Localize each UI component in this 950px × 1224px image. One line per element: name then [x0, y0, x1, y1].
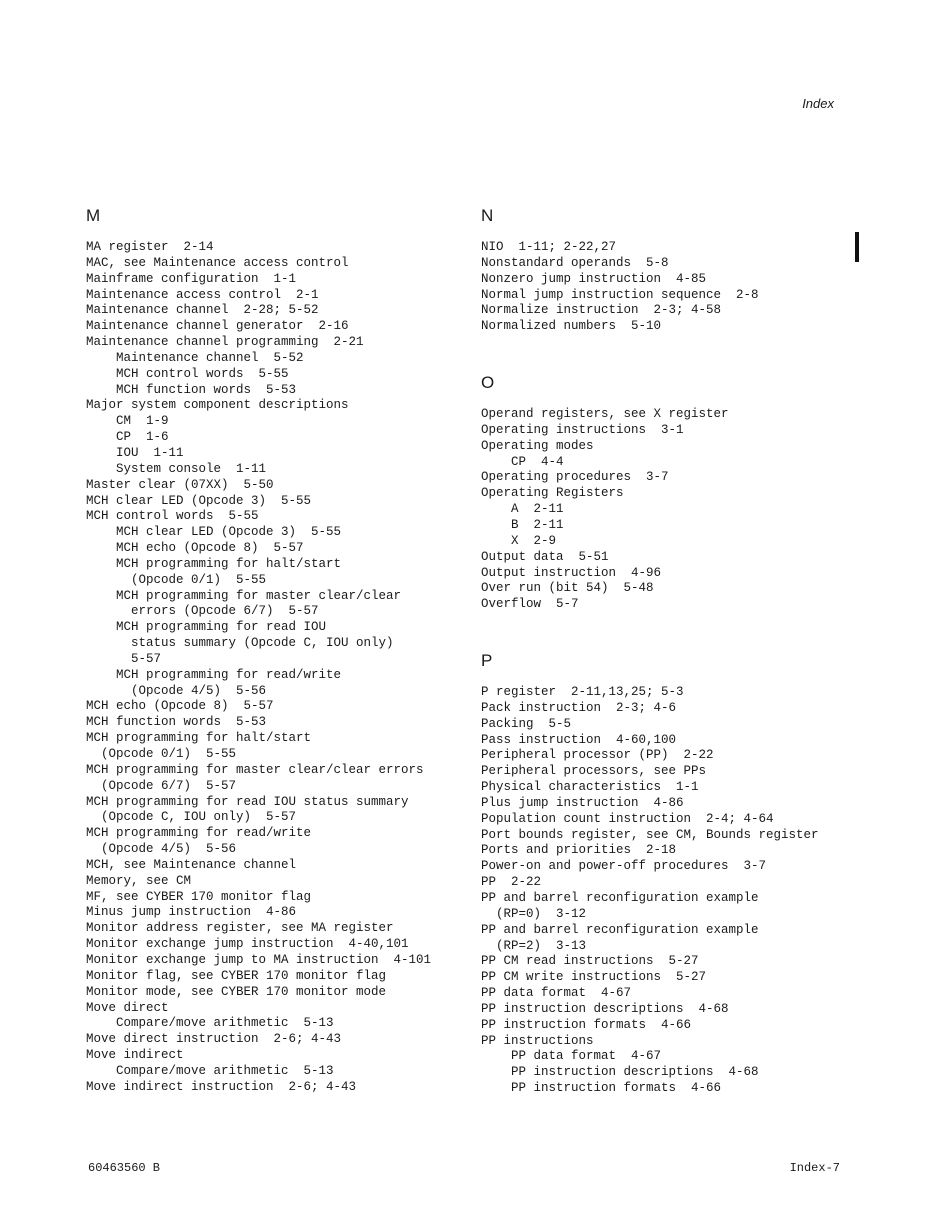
index-entry: PP CM write instructions 5-27 [481, 970, 707, 985]
page-number: Index-7 [789, 1161, 840, 1175]
index-entry: Nonstandard operands 5-8 [481, 255, 669, 270]
index-entry: System console 1-11 [86, 461, 267, 476]
index-entry: (Opcode 4/5) 5-56 [86, 683, 267, 698]
document-number: 60463560 B [88, 1161, 161, 1175]
index-entry: MCH programming for master clear/clear errors [86, 762, 424, 777]
index-entry: Maintenance access control 2-1 [86, 287, 319, 302]
index-entry: NIO 1-11; 2-22,27 [481, 240, 617, 254]
index-entry: Pass instruction 4-60,100 [481, 732, 677, 747]
index-entry: Memory, see CM [86, 873, 192, 888]
index-entry: Power-on and power-off procedures 3-7 [481, 859, 767, 874]
index-entry: Nonzero jump instruction 4-85 [481, 271, 707, 286]
index-entry: Overflow 5-7 [481, 597, 579, 612]
index-entry: PP data format 4-67 [481, 1049, 662, 1064]
index-list-p [481, 685, 861, 1097]
index-entry: Compare/move arithmetic 5-13 [86, 1063, 334, 1078]
index-entry: Maintenance channel programming 2-21 [86, 335, 364, 350]
index-entry: Peripheral processors, see PPs [481, 764, 707, 779]
index-entry: Normalized numbers 5-10 [481, 319, 662, 334]
index-list-m [86, 240, 476, 1096]
section-gap [481, 613, 861, 651]
index-entry: B 2-11 [481, 517, 564, 532]
index-entry: Normal jump instruction sequence 2-8 [481, 287, 759, 302]
index-column-right [481, 206, 861, 1097]
index-entry: Packing 5-5 [481, 716, 572, 731]
index-entry: Master clear (07XX) 5-50 [86, 477, 274, 492]
index-entry: Mainframe configuration 1-1 [86, 271, 297, 286]
index-entry: Compare/move arithmetic 5-13 [86, 1016, 334, 1031]
index-entry: PP instructions [481, 1033, 594, 1048]
index-entry: Monitor mode, see CYBER 170 monitor mode [86, 984, 387, 999]
index-entry: Normalize instruction 2-3; 4-58 [481, 303, 722, 318]
index-entry: P register 2-11,13,25; 5-3 [481, 685, 684, 700]
index-entry: Population count instruction 2-4; 4-64 [481, 811, 774, 826]
section-letter-o: O [481, 373, 495, 393]
index-entry: (RP=2) 3-13 [481, 938, 587, 953]
index-entry: CP 1-6 [86, 430, 169, 445]
section-gap [481, 335, 861, 373]
index-entry: MCH control words 5-55 [86, 366, 289, 381]
index-entry: errors (Opcode 6/7) 5-57 [86, 604, 319, 619]
index-entry: Output data 5-51 [481, 549, 609, 564]
index-entry: MCH echo (Opcode 8) 5-57 [86, 541, 304, 556]
index-entry: Operand registers, see X register [481, 407, 729, 422]
index-entry: MCH programming for read IOU status summary [86, 794, 409, 809]
index-entry: PP instruction formats 4-66 [481, 1081, 722, 1096]
index-column-left [86, 206, 476, 1096]
index-entry: (RP=0) 3-12 [481, 906, 587, 921]
index-entry: PP 2-22 [481, 875, 542, 890]
index-entry: MCH, see Maintenance channel [86, 857, 297, 872]
section-letter-p: P [481, 651, 493, 671]
index-entry: Monitor exchange jump instruction 4-40,101 [86, 937, 409, 952]
index-entry: MF, see CYBER 170 monitor flag [86, 889, 312, 904]
index-entry: Move indirect [86, 1048, 184, 1063]
index-entry: MCH programming for master clear/clear [86, 588, 402, 603]
running-header: Index [802, 96, 834, 111]
index-entry: Operating procedures 3-7 [481, 470, 669, 485]
index-entry: MCH programming for read/write [86, 826, 312, 841]
index-entry: IOU 1-11 [86, 445, 184, 460]
section-letter-m: M [86, 206, 101, 225]
index-entry: MCH function words 5-53 [86, 715, 267, 730]
index-entry: Peripheral processor (PP) 2-22 [481, 748, 714, 763]
index-entry: MCH clear LED (Opcode 3) 5-55 [86, 525, 342, 540]
index-entry: MCH programming for read/write [86, 667, 342, 682]
index-entry: (Opcode 0/1) 5-55 [86, 747, 237, 761]
index-entry: Ports and priorities 2-18 [481, 843, 677, 858]
index-entry: Operating modes [481, 438, 594, 453]
index-entry: Maintenance channel 5-52 [86, 350, 304, 365]
index-entry: MCH control words 5-55 [86, 509, 259, 524]
index-entry: Physical characteristics 1-1 [481, 780, 699, 795]
index-entry: MA register 2-14 [86, 240, 214, 254]
index-entry: MCH programming for read IOU [86, 620, 327, 635]
index-entry: MAC, see Maintenance access control [86, 255, 349, 270]
index-entry: PP CM read instructions 5-27 [481, 954, 699, 969]
index-entry: status summary (Opcode C, IOU only) [86, 636, 394, 651]
index-entry: Plus jump instruction 4-86 [481, 795, 684, 810]
index-entry: CP 4-4 [481, 454, 564, 469]
index-entry: Operating Registers [481, 486, 624, 501]
index-entry: MCH echo (Opcode 8) 5-57 [86, 699, 274, 714]
index-entry: (Opcode C, IOU only) 5-57 [86, 810, 297, 825]
index-entry: 5-57 [86, 651, 162, 666]
index-entry: Monitor flag, see CYBER 170 monitor flag [86, 968, 387, 983]
index-entry: Over run (bit 54) 5-48 [481, 581, 654, 596]
index-entry: MCH clear LED (Opcode 3) 5-55 [86, 493, 312, 508]
index-entry: PP instruction formats 4-66 [481, 1017, 692, 1032]
index-entry: Move indirect instruction 2-6; 4-43 [86, 1079, 357, 1094]
index-entry: Output instruction 4-96 [481, 565, 662, 580]
index-entry: A 2-11 [481, 502, 564, 517]
index-list-n [481, 240, 861, 335]
index-list-o [481, 407, 861, 613]
index-entry: Move direct instruction 2-6; 4-43 [86, 1032, 342, 1047]
index-entry: MCH programming for halt/start [86, 556, 342, 571]
index-entry: Maintenance channel generator 2-16 [86, 319, 349, 334]
index-entry: MCH programming for halt/start [86, 731, 312, 746]
index-entry: PP instruction descriptions 4-68 [481, 1065, 759, 1080]
index-entry: PP data format 4-67 [481, 986, 632, 1001]
index-entry: (Opcode 6/7) 5-57 [86, 778, 237, 793]
index-entry: Operating instructions 3-1 [481, 422, 684, 437]
index-entry: Monitor address register, see MA register [86, 921, 394, 936]
index-entry: CM 1-9 [86, 414, 169, 429]
index-entry: Major system component descriptions [86, 398, 349, 413]
section-letter-n: N [481, 206, 494, 225]
index-entry: PP instruction descriptions 4-68 [481, 1001, 729, 1016]
index-entry: (Opcode 4/5) 5-56 [86, 842, 237, 857]
index-entry: (Opcode 0/1) 5-55 [86, 572, 267, 587]
index-entry: Monitor exchange jump to MA instruction 4-101 [86, 952, 432, 967]
index-entry: Maintenance channel 2-28; 5-52 [86, 303, 319, 318]
index-entry: X 2-9 [481, 533, 557, 548]
index-entry: Pack instruction 2-3; 4-6 [481, 700, 677, 715]
index-entry: Move direct [86, 1000, 169, 1015]
index-entry: MCH function words 5-53 [86, 382, 297, 397]
index-entry: PP and barrel reconfiguration example [481, 891, 759, 905]
index-entry: PP and barrel reconfiguration example [481, 922, 759, 937]
index-entry: Port bounds register, see CM, Bounds register [481, 827, 819, 842]
index-entry: Minus jump instruction 4-86 [86, 905, 297, 920]
